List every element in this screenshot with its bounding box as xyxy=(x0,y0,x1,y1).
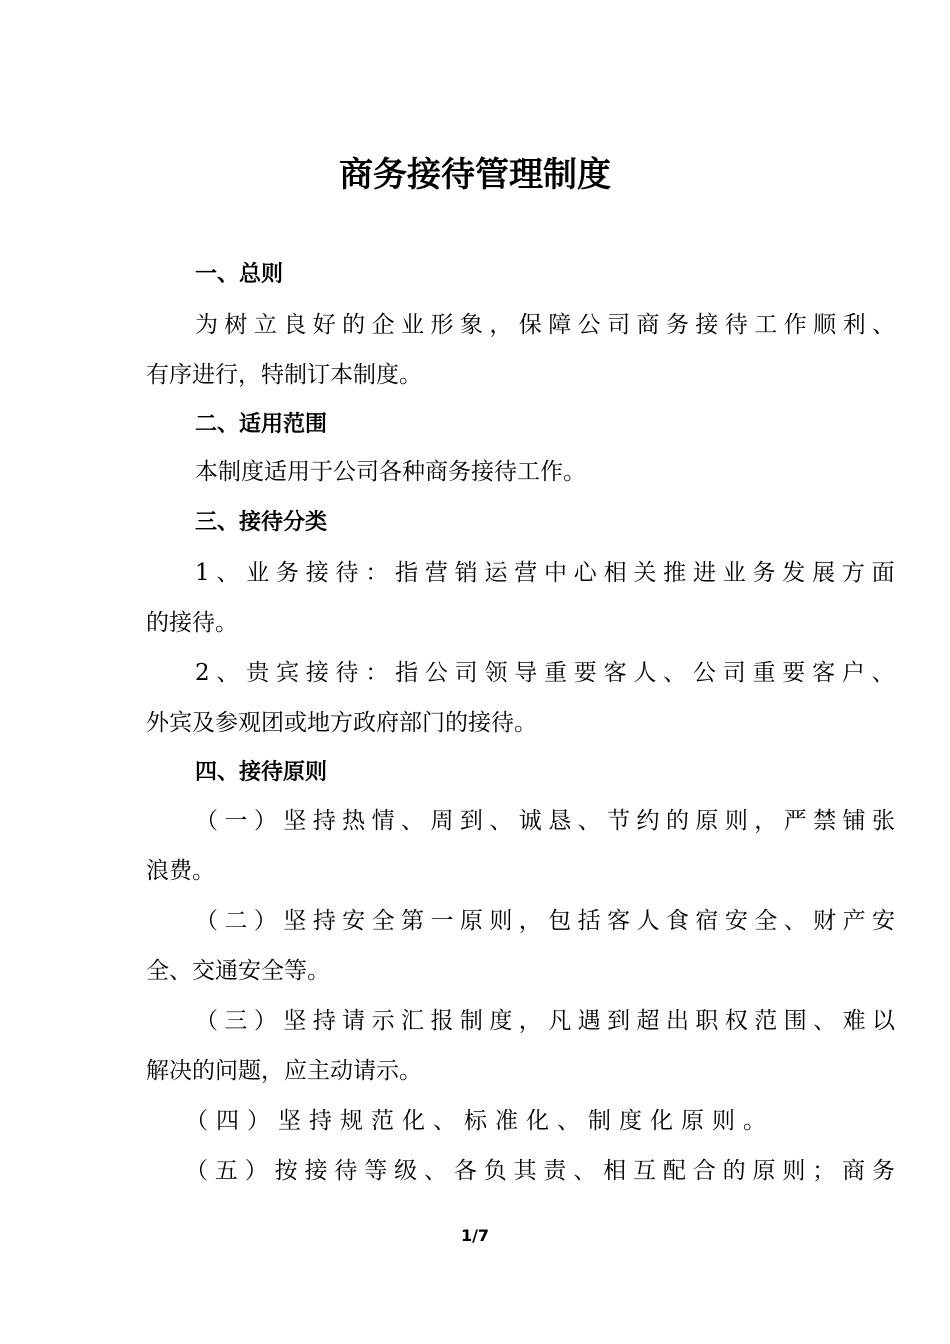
paragraph-line: 2、贵宾接待：指公司领导重要客人、公司重要客户、 xyxy=(195,660,902,686)
document-title: 商务接待管理制度 xyxy=(339,155,611,195)
paragraph-line: 为树立良好的企业形象，保障公司商务接待工作顺利、 xyxy=(195,312,902,338)
paragraph-line: （二）坚持安全第一原则，包括客人食宿安全、财产安 xyxy=(195,908,902,934)
paragraph-line: 有序进行，特制订本制度。 xyxy=(146,362,422,388)
page-number: 1/7 xyxy=(460,1226,490,1245)
section-heading-scope: 二、适用范围 xyxy=(195,412,328,437)
section-heading-principles: 四、接待原则 xyxy=(195,760,328,785)
paragraph-line: 本制度适用于公司各种商务接待工作。 xyxy=(195,459,586,485)
paragraph-line: （五）按接待等级、各负其责、相互配合的原则；商务 xyxy=(185,1158,902,1184)
paragraph-line: 的接待。 xyxy=(146,610,238,636)
paragraph-line: （三）坚持请示汇报制度，凡遇到超出职权范围、难以 xyxy=(195,1008,902,1034)
paragraph-line: （一）坚持热情、周到、诚恳、节约的原则，严禁铺张 xyxy=(195,808,902,834)
section-heading-classification: 三、接待分类 xyxy=(195,510,328,535)
paragraph-line: 1、业务接待：指营销运营中心相关推进业务发展方面 xyxy=(195,560,902,586)
paragraph-line: 全、交通安全等。 xyxy=(146,958,330,984)
paragraph-line: 浪费。 xyxy=(146,858,215,884)
section-heading-general: 一、总则 xyxy=(195,262,284,287)
paragraph-line: 解决的问题，应主动请示。 xyxy=(146,1058,422,1084)
paragraph-line: 外宾及参观团或地方政府部门的接待。 xyxy=(146,710,537,736)
paragraph-line: （四）坚持规范化、标准化、制度化原则。 xyxy=(185,1108,774,1134)
